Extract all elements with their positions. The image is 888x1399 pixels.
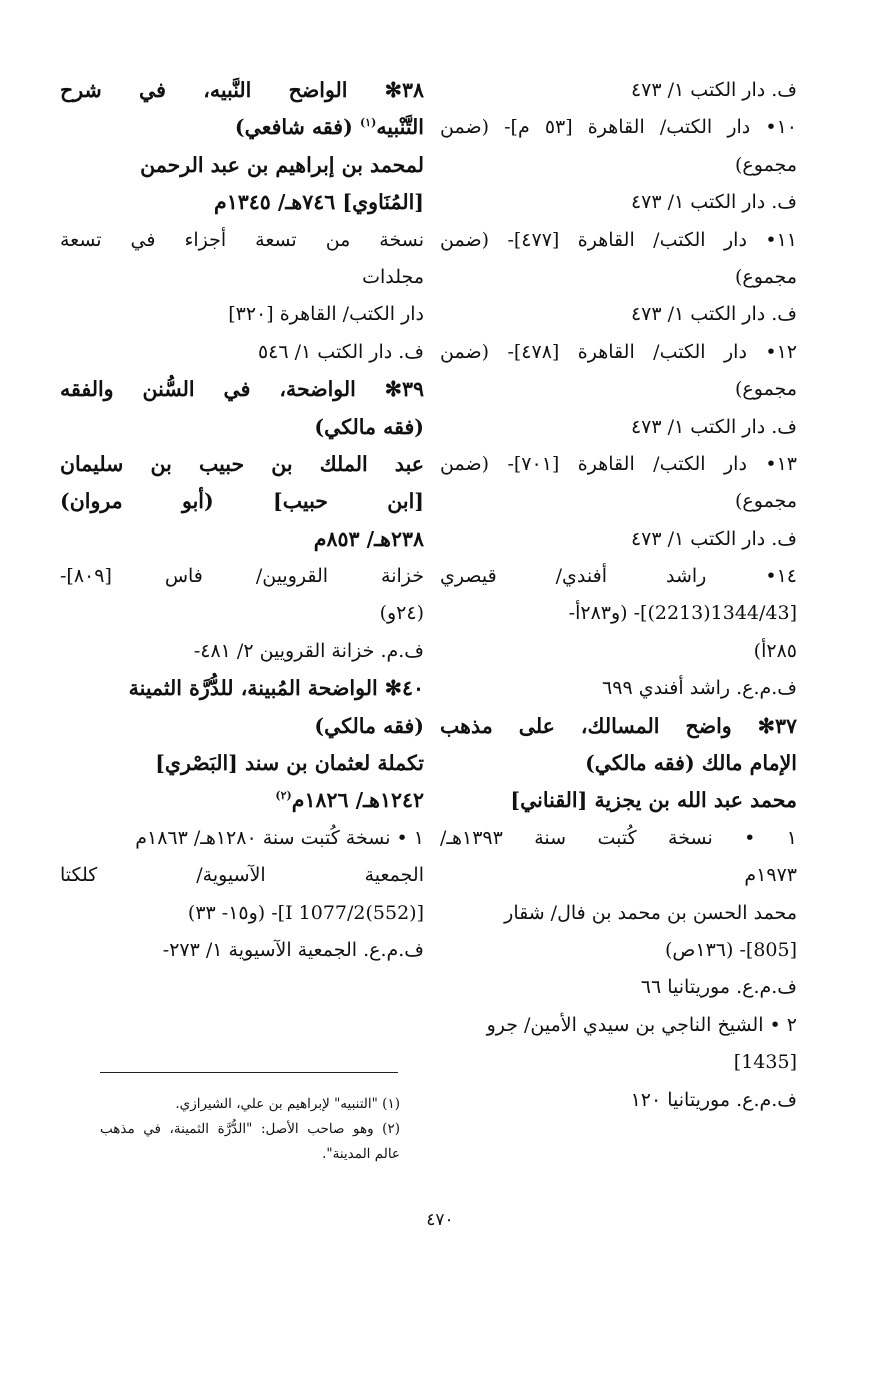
text-line: لمحمد بن إبراهيم بن عبد الرحمن: [140, 152, 424, 177]
footnote: عالم المدينة".: [322, 1146, 400, 1162]
text-line: ٢ • الشيخ الناجي بن سيدي الأمين/ جرو: [486, 1013, 797, 1036]
text-line: مجموع): [735, 490, 797, 513]
left-column: [60, 72, 424, 969]
text-line: ف.م.ع. موريتانيا ١٢٠: [630, 1088, 797, 1111]
text-line: محمد الحسن بن محمد بن فال/ شقار: [504, 901, 797, 924]
text-line: مجموع): [735, 153, 797, 176]
text-line: ١٠• دار الكتب/ القاهرة [٥٣ م]- (ضمن: [440, 116, 797, 139]
text-line: ١١• دار الكتب/ القاهرة [٤٧٧]- (ضمن: [440, 228, 797, 251]
text-line: ٣٧✻ واضح المسالك، على مذهب: [440, 713, 797, 738]
text-line: ف.م.ع. موريتانيا ٦٦: [640, 976, 797, 999]
text-line: ١٢• دار الكتب/ القاهرة [٤٧٨]- (ضمن: [440, 340, 797, 363]
text-line: ف. دار الكتب ١/ ٤٧٣: [630, 527, 797, 550]
page-number: ٤٧٠: [426, 1210, 454, 1230]
text-line: [ابن حبيب] (أبو مروان): [60, 489, 424, 514]
text-line: ف.م.ع. الجمعية الآسيوية ١/ ٢٧٣-: [162, 938, 424, 961]
right-column: [440, 72, 797, 1119]
footnotes: [100, 1092, 400, 1167]
text-line: ف.م.ع. راشد أفندي ٦٩٩: [602, 677, 797, 700]
text-line: ف. دار الكتب ١/ ٤٧٣: [630, 415, 797, 438]
text-line: مجموع): [735, 265, 797, 288]
text-line: ف.م. خزانة القرويين ٢/ ٤٨١-: [193, 639, 424, 662]
text-line: (فقه مالكي): [314, 713, 424, 738]
text-line: ٢٨٥أ): [753, 639, 797, 662]
text-line: ف. دار الكتب ١/ ٤٧٣: [630, 191, 797, 214]
text-line: (٢٤و): [379, 602, 424, 625]
text-line: خزانة القرويين/ فاس [٨٠٩]-: [60, 565, 424, 588]
footnote-separator: [100, 1072, 398, 1073]
text-line: [1435]: [733, 1051, 797, 1074]
text-line: ١٢٤٢هـ/ ١٨٢٦م$^{(٢)}$: [275, 788, 424, 813]
text-line: [المُنَاوي] ٧٤٦هـ/ ١٣٤٥م: [214, 190, 424, 215]
text-line: [1344/43(2213)]- (و٢٨٣أ-: [568, 602, 797, 625]
footnote: (١) "التنبيه" لإبراهيم بن علي، الشيرازي.: [175, 1096, 400, 1112]
text-line: ٢٣٨هـ/ ٨٥٣م: [313, 526, 424, 551]
text-line: [I 1077/2(552)]- (و١٥- ٣٣): [187, 901, 424, 924]
text-line: ١ • نسخة كُتبت سنة ١٢٨٠هـ/ ١٨٦٣م: [135, 826, 424, 849]
text-line: عبد الملك بن حبيب بن سليمان: [60, 451, 424, 476]
footnote-ref: (٢): [275, 789, 292, 803]
text-line: نسخة من تسعة أجزاء في تسعة: [60, 228, 424, 251]
text-line: الجمعية الآسيوية/ كلكتا: [60, 864, 424, 887]
text-line: مجموع): [735, 378, 797, 401]
text-line: ١٤• راشد أفندي/ قيصري: [440, 565, 797, 588]
text-line: تكملة لعثمان بن سند [البَصْري]: [155, 751, 424, 776]
text-line: مجلدات: [362, 265, 424, 288]
text-line: ٣٨✻ الواضح النَّبيه، في شرح: [60, 78, 424, 102]
text-line: (فقه مالكي): [314, 414, 424, 439]
text-line: ف. دار الكتب ١/ ٤٧٣: [630, 79, 797, 101]
text-line: محمد عبد الله بن يجزية [القناني]: [510, 788, 797, 813]
text-line: ٤٠✻ الواضحة المُبينة، للدُّرَّة الثمينة: [128, 676, 424, 701]
text-line: [805]- (١٣٦ص): [665, 938, 797, 961]
text-line: التَّنْبيه$^{(١)}$ (فقه شافعي): [234, 115, 424, 140]
text-line: ف. دار الكتب ١/ ٤٧٣: [630, 303, 797, 326]
text-line: ف. دار الكتب ١/ ٥٤٦: [257, 340, 424, 363]
text-line: ٣٩✻ الواضحة، في السُّنن والفقه: [60, 377, 424, 402]
text-line: ١٣• دار الكتب/ القاهرة [٧٠١]- (ضمن: [440, 452, 797, 475]
text-line: دار الكتب/ القاهرة [٣٢٠]: [228, 303, 424, 326]
text-line: ١ • نسخة كُتبت سنة ١٣٩٣هـ/: [440, 826, 797, 849]
text-line: الإمام مالك (فقه مالكي): [585, 751, 797, 776]
text-line: ١٩٧٣م: [744, 864, 797, 887]
footnote-ref: (١): [359, 116, 377, 130]
footnote: (٢) وهو صاحب الأصل: "الدُّرَّة الثمينة، في مذهب: [100, 1121, 400, 1137]
